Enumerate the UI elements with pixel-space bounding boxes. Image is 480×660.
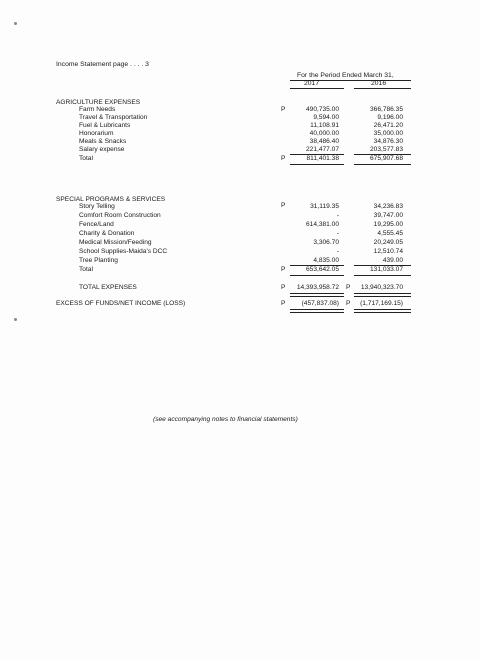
total-2016: 675,907.68	[369, 155, 403, 162]
footnote: (see accompanying notes to financial statements)	[153, 416, 298, 423]
amount-2017: 221,477.07	[305, 146, 339, 153]
total-2017: 653,642.05	[305, 266, 339, 273]
line-item-label: Salary expense	[79, 146, 125, 153]
currency-symbol: P	[281, 266, 286, 273]
agriculture-heading: AGRICULTURE EXPENSES	[56, 99, 141, 106]
excess-label: EXCESS OF FUNDS/NET INCOME (LOSS)	[56, 300, 186, 307]
currency-symbol: P	[281, 106, 286, 113]
year-current: 2017	[304, 80, 320, 87]
total-expenses-2016: 13,940,323.70	[360, 284, 403, 291]
line-item-label: Honorarium	[79, 130, 114, 137]
line-item-label: Comfort Room Construction	[79, 212, 161, 219]
total-rule	[354, 275, 411, 276]
amount-2016: 39,747.00	[373, 212, 403, 219]
amount-2017: 3,306.70	[313, 239, 339, 246]
line-item-label: Travel & Transportation	[79, 114, 148, 121]
line-item-label: School Supplies-Maida's DCC	[79, 248, 168, 255]
excess-2017: (457,837.08)	[301, 300, 339, 307]
total-2016: 131,033.07	[369, 266, 403, 273]
line-item-label: Fence/Land	[79, 221, 114, 228]
amount-2016: 12,510.74	[373, 248, 403, 255]
excess-2016: (1,717,169.15)	[360, 300, 403, 307]
double-rule	[290, 309, 344, 313]
amount-2016: 203,577.83	[369, 146, 403, 153]
currency-symbol: P	[281, 155, 286, 162]
amount-2016: 20,249.05	[373, 239, 403, 246]
currency-symbol: P	[346, 284, 351, 291]
line-item-label: Fuel & Lubricants	[79, 122, 131, 129]
amount-2017: 40,000.00	[309, 130, 339, 137]
amount-2016: 34,236.83	[373, 203, 403, 210]
currency-symbol: P	[281, 300, 286, 307]
amount-2017: 31,119.35	[310, 203, 339, 210]
year-current-rule	[290, 88, 344, 89]
scan-mark	[14, 22, 17, 25]
total-label: Total	[79, 266, 93, 273]
currency-symbol: P	[346, 300, 351, 307]
line-item-label: Medical Mission/Feeding	[79, 239, 152, 246]
currency-symbol: P	[281, 202, 286, 209]
amount-2016: 26,471.20	[373, 122, 403, 129]
amount-2017: -	[336, 212, 339, 219]
amount-2016: 439.00	[382, 257, 403, 264]
total-rule	[354, 164, 411, 165]
total-rule	[290, 275, 344, 276]
year-prior: 2016	[371, 80, 387, 87]
amount-2016: 4,555.45	[377, 230, 403, 237]
currency-symbol: P	[281, 284, 286, 291]
total-2017: 811,401.38	[306, 155, 339, 162]
line-item-label: Charity & Donation	[79, 230, 135, 237]
special-heading: SPECIAL PROGRAMS & SERVICES	[56, 196, 166, 203]
amount-2017: 11,108.91	[310, 122, 339, 129]
line-item-label: Meals & Snacks	[79, 138, 127, 145]
amount-2017: 614,381.00	[305, 221, 339, 228]
amount-2017: 490,735.00	[305, 106, 339, 113]
total-expenses-2017: 14,393,958.72	[296, 284, 339, 291]
line-item-label: Farm Needs	[79, 106, 116, 113]
double-rule	[290, 293, 344, 297]
scan-mark	[14, 318, 17, 321]
total-expenses-label: TOTAL EXPENSES	[79, 284, 137, 291]
line-item-label: Tree Planting	[79, 257, 118, 264]
line-item-label: Story Telling	[79, 203, 115, 210]
period-heading: For the Period Ended March 31,	[297, 72, 394, 79]
amount-2016: 366,786.35	[369, 106, 403, 113]
amount-2016: 35,000.00	[373, 130, 403, 137]
total-rule	[290, 164, 344, 165]
amount-2017: -	[336, 248, 339, 255]
total-label: Total	[79, 155, 93, 162]
amount-2016: 9,196.00	[377, 114, 403, 121]
amount-2017: -	[336, 230, 339, 237]
amount-2017: 9,594.00	[313, 114, 339, 121]
amount-2017: 38,486.40	[309, 138, 339, 145]
amount-2017: 4,835.00	[313, 257, 339, 264]
year-prior-rule	[354, 88, 411, 89]
amount-2016: 19,295.00	[373, 221, 403, 228]
amount-2016: 34,876.30	[373, 138, 403, 145]
page-header: Income Statement page . . . . 3	[56, 61, 149, 68]
double-rule	[354, 309, 411, 313]
double-rule	[354, 293, 411, 297]
